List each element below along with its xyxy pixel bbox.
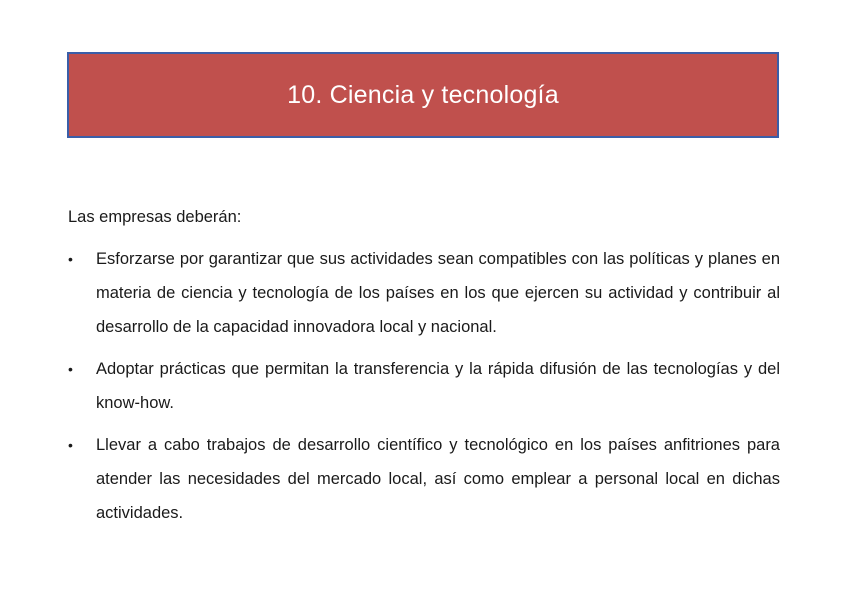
list-item [68,242,780,344]
title-banner [67,52,779,138]
intro-text: Las empresas deberán: [68,208,242,226]
list-item-text: Llevar a cabo trabajos de desarrollo científico y tecnológico en los países anfitriones para atender las necesidades del mercado local, así como emplear a personal local en dichas actividades. [96,436,780,522]
list-item-text: Adoptar prácticas que permitan la transferencia y la rápida difusión de las tecnologías y del know-how. [96,360,780,412]
bullet-icon: • [68,437,73,453]
slide-body [68,200,780,530]
page-title: 10. Ciencia y tecnología [287,80,559,109]
list-item [68,352,780,420]
list-item-text: Esforzarse por garantizar que sus actividades sean compatibles con las políticas y planes en materia de ciencia y tecnología de los países en los que ejercen su actividad y contribuir al desarrollo de la capacidad innovadora local y nacional. [96,250,780,336]
bullet-icon: • [68,361,73,377]
bullet-list [68,242,780,530]
list-item [68,428,780,530]
bullet-icon: • [68,251,73,267]
